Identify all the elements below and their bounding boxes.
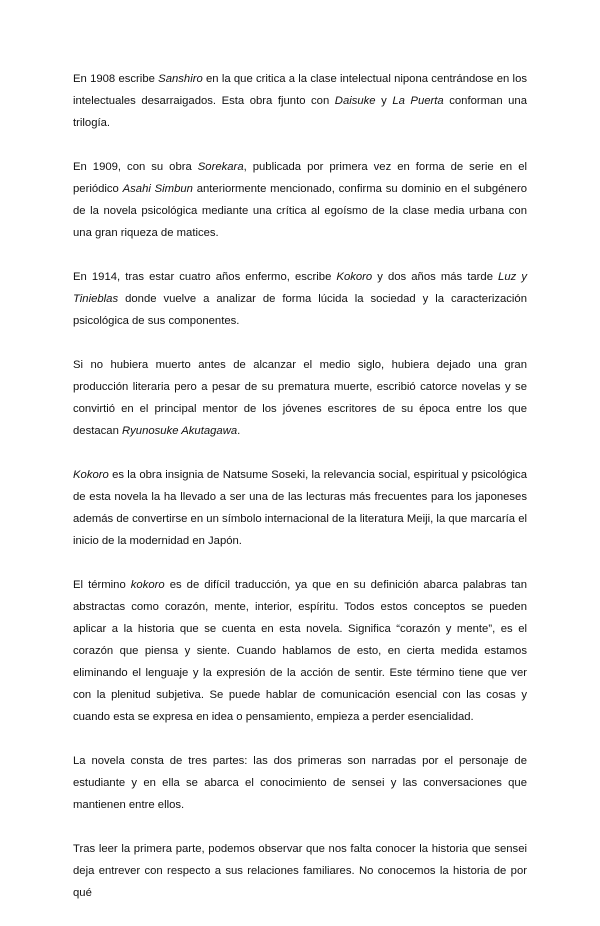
italic-title-text: Ryunosuke Akutagawa bbox=[122, 425, 238, 437]
paragraph-structure bbox=[73, 750, 527, 816]
paragraph-kokoro-term bbox=[73, 574, 527, 728]
italic-title-text: Kokoro bbox=[336, 271, 373, 283]
paragraph-kokoro-1914 bbox=[73, 266, 527, 332]
italic-title-text: Sanshiro bbox=[158, 73, 203, 85]
italic-title-text: Kokoro bbox=[73, 469, 109, 481]
italic-title-text: Daisuke bbox=[334, 95, 376, 107]
text-run: Tras leer la primera parte, podemos observar que nos falta conocer la historia que sensei deja entrever con respecto a sus relaciones familiares. No conocemos la historia de por qué bbox=[73, 843, 527, 899]
italic-title-text: Luz y Tinieblas bbox=[73, 271, 527, 305]
text-run: en la que critica a la clase intelectual nipona centrándose en los intelectuales desarraigados. Esta obra fjunto con bbox=[73, 73, 527, 107]
paragraph-legacy bbox=[73, 354, 527, 442]
text-run: donde vuelve a analizar de forma lúcida la sociedad y la caracterización psicológica de sus componentes. bbox=[73, 293, 527, 327]
italic-title-text: La Puerta bbox=[392, 95, 444, 107]
italic-title-text: Sorekara bbox=[197, 161, 244, 173]
text-run: y dos años más tarde bbox=[372, 271, 499, 283]
text-run: , publicada por primera vez en forma de serie en el periódico bbox=[73, 161, 527, 195]
italic-title-text: Asahi Simbun bbox=[122, 183, 193, 195]
text-run: es de difícil traducción, ya que en su definición abarca palabras tan abstractas como corazón, mente, interior, espíritu. Todos estos conceptos se pueden aplicar a la historia que se cuenta en esta novela. Significa “corazón y mente”, es el corazón que piensa y siente. Cuando hablamos de esto, en cierta medida estamos eliminando el lenguaje y la expresión de la acción de sentir. Este término tiene que ver con la plenitud subjetiva. Se puede hablar de comunicación esencial con las cosas y cuando esta se expresa en idea o pensamiento, empieza a perder esencialidad. bbox=[73, 579, 527, 723]
paragraph-sorekara bbox=[73, 156, 527, 244]
text-run: En 1908 escribe bbox=[73, 73, 159, 85]
text-run: y bbox=[375, 95, 393, 107]
document-body bbox=[73, 68, 527, 926]
italic-title-text: kokoro bbox=[130, 579, 165, 591]
text-run: En 1914, tras estar cuatro años enfermo, escribe bbox=[73, 271, 337, 283]
text-run: La novela consta de tres partes: las dos primeras son narradas por el personaje de estudiante y en ella se abarca el conocimiento de sensei y las conversaciones que mantienen entre ellos. bbox=[73, 755, 527, 811]
text-run: Si no hubiera muerto antes de alcanzar el medio siglo, hubiera dejado una gran producción literaria pero a pesar de su prematura muerte, escribió catorce novelas y se convirtió en el principal mentor de los jóvenes escritores de su época entre los que destacan bbox=[73, 359, 527, 437]
text-run: El término bbox=[73, 579, 131, 591]
paragraph-sanshiro bbox=[73, 68, 527, 134]
text-run: es la obra insignia de Natsume Soseki, la relevancia social, espiritual y psicológica de esta novela la ha llevado a ser una de las lecturas más frecuentes para los japoneses además de convertirse en un símbolo internacional de la literatura Meiji, la que marcaría el inicio de la modernidad en Japón. bbox=[73, 469, 527, 547]
text-run: anteriormente mencionado, confirma su dominio en el subgénero de la novela psicológica mediante una crítica al egoísmo de la clase media urbana con una gran riqueza de matices. bbox=[73, 183, 527, 239]
paragraph-kokoro-insignia bbox=[73, 464, 527, 552]
text-run: conforman una trilogía. bbox=[73, 95, 527, 129]
text-run: En 1909, con su obra bbox=[73, 161, 198, 173]
text-run: . bbox=[237, 425, 241, 437]
